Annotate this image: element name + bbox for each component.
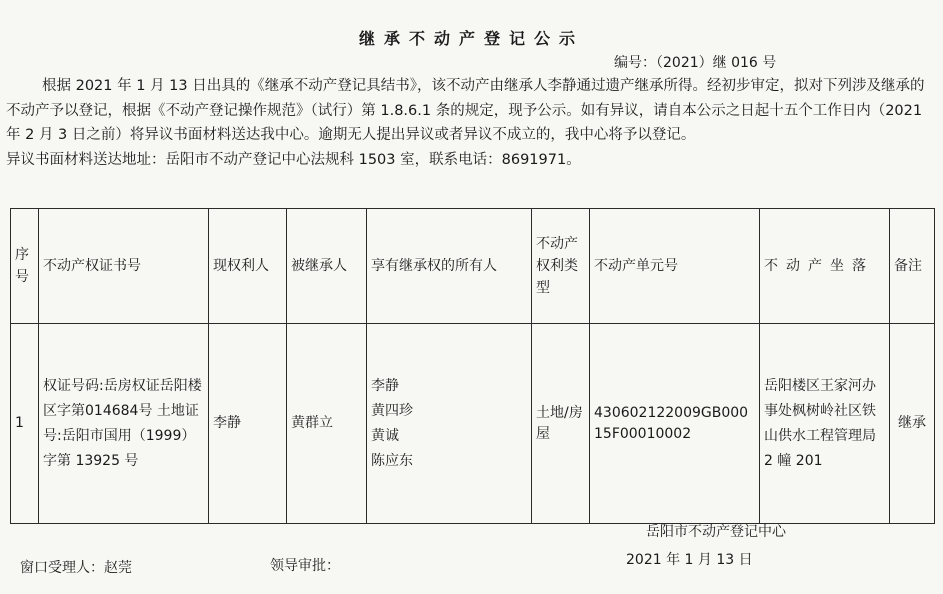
cell-location: 岳阳楼区王家河办事处枫树岭社区铁山供水工程管理局 2 幢 201 bbox=[760, 324, 890, 524]
issuing-org: 岳阳市不动产登记中心 bbox=[646, 524, 786, 540]
heir-name: 黄诚 bbox=[371, 427, 399, 444]
heir-name: 陈应东 bbox=[371, 452, 413, 469]
window-receiver: 窗口受理人：赵莞 bbox=[20, 560, 132, 576]
registration-table bbox=[10, 208, 935, 524]
header-right-type: 不动产权利类型 bbox=[532, 209, 590, 324]
header-location: 不动产坐落 bbox=[760, 209, 890, 324]
cell-seq: 1 bbox=[11, 324, 39, 524]
table-row bbox=[11, 324, 935, 524]
cell-deceased: 黄群立 bbox=[287, 324, 367, 524]
header-deceased: 被继承人 bbox=[287, 209, 367, 324]
cell-right-type: 土地/房屋 bbox=[532, 324, 590, 524]
cell-current-holder: 李静 bbox=[209, 324, 287, 524]
header-remarks: 备注 bbox=[890, 209, 935, 324]
header-unit-no: 不动产单元号 bbox=[590, 209, 760, 324]
cell-remarks: 继承 bbox=[890, 324, 935, 524]
cell-heirs bbox=[367, 324, 532, 524]
announcement-body bbox=[6, 74, 926, 172]
doc-number: 编号：（2021）继 016 号 bbox=[614, 55, 777, 71]
cell-unit-no: 430602122009GB00015F00010002 bbox=[590, 324, 760, 524]
heir-name: 李静 bbox=[371, 377, 399, 394]
header-cert-no: 不动产权证书号 bbox=[39, 209, 209, 324]
header-current-holder: 现权利人 bbox=[209, 209, 287, 324]
header-heirs: 享有继承权的所有人 bbox=[367, 209, 532, 324]
table-header-row bbox=[11, 209, 935, 324]
header-seq: 序号 bbox=[11, 209, 39, 324]
issue-date: 2021 年 1 月 13 日 bbox=[626, 552, 753, 568]
cell-cert-no: 权证号码:岳房权证岳阳楼区字第014684号 土地证号:岳阳市国用（1999）字第 13925 号 bbox=[39, 324, 209, 524]
announcement-paragraph: 根据 2021 年 1 月 13 日出具的《继承不动产登记具结书》，该不动产由继承人李静通过遗产继承所得。经初步审定，拟对下列涉及继承的不动产予以登记，根据《不动产登记操作规范》（试行）第 1.8.6.1 条的规定，现予公示。如有异议，请自本公示之日起十五个工作日内（2021 年 2 月 3 日之前）将异议书面材料送达我中心。逾期无人提出异议或者异议不成立的，我中心将予以登记。 bbox=[6, 78, 925, 143]
leader-review: 领导审批： bbox=[270, 558, 340, 574]
heir-name: 黄四珍 bbox=[371, 402, 413, 419]
address-line: 异议书面材料送达地址：岳阳市不动产登记中心法规科 1503 室，联系电话：8691971。 bbox=[6, 151, 581, 168]
page-title: 继承不动产登记公示 bbox=[358, 29, 584, 48]
